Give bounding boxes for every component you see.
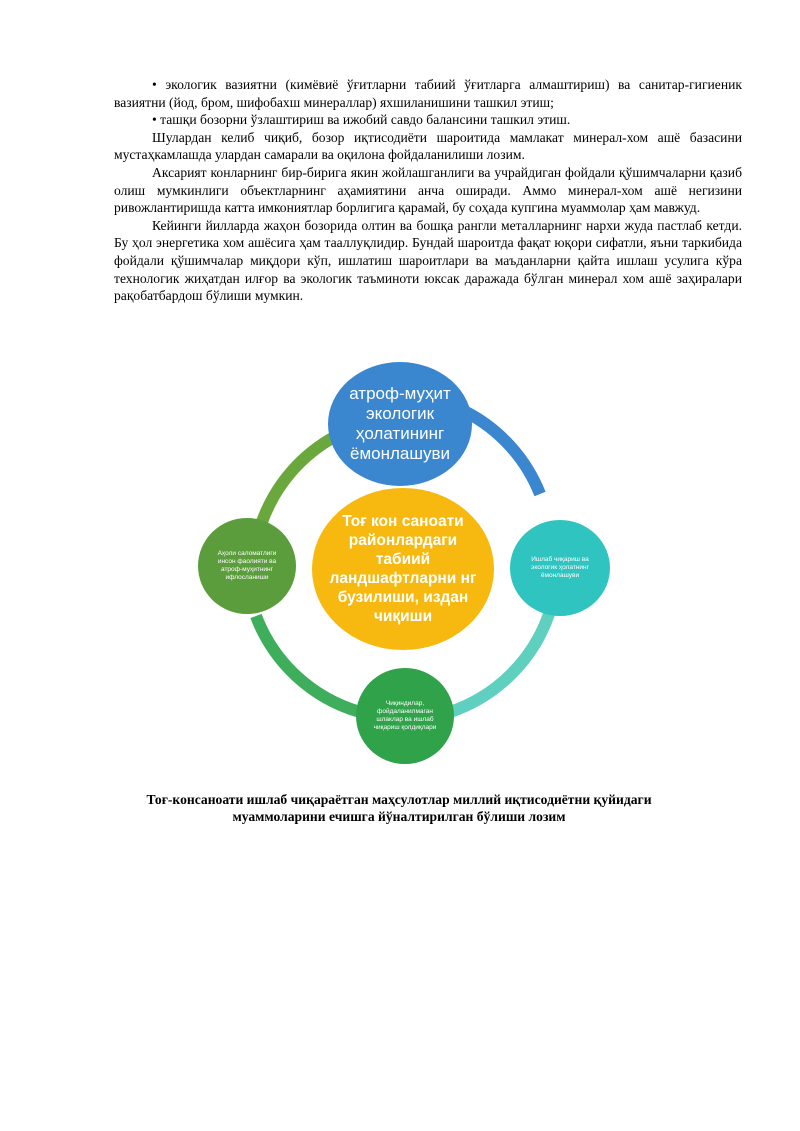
cycle-arc-right-bottom xyxy=(450,614,549,712)
cycle-arc-left-top xyxy=(262,436,336,522)
paragraph: • ташқи бозорни ўзлаштириш ва ижобий савдо балансини ташкил этиш. xyxy=(152,112,571,128)
diagram-node-center: Тоғ кон саноати районлардаги табиий ландшафтларни нг бузилиши, издан чиқиши xyxy=(312,488,494,650)
diagram-node-bottom: Чиқиндилар, фойдаланилмаган шлаклар ва ишлаб чиқариш қолдиқлари xyxy=(356,668,454,764)
paragraph: Кейинги йилларда жаҳон бозорида олтин ва бошқа рангли металларнинг нархи жуда пастлаб кетди. Бу ҳол энергетика хом ашёсига ҳам тааллуқлидир. Бундай шароитда фақат юқори сифатли, яъни таркибида фойдали қўшимчалар миқдори кўп, ишлатиш шароитлари ва маъданларни қайта ишлаш усулига кўра технологик жиҳатдан илғор ва экологик таъминоти юксак даражада бўлган минерал хом ашё заҳиралари рақобатбардош бўлиши мумкин. xyxy=(114,217,742,304)
diagram-node-right: Ишлаб чиқариш ва экологик ҳолатнинг ёмонлашуви xyxy=(510,520,610,616)
paragraph: Аксарият конларнинг бир-бирига якин жойлашганлиги ва учрайдиган фойдали қўшимчаларни қазиб олиш мумкинлиги объектларнинг аҳамиятини анча оширади. Аммо минерал-хом ашё негизини ривожлантиришда катта имкониятлар борлигига қарамай, бу соҳада купгина муаммолар ҳам мавжуд. xyxy=(114,164,742,216)
figure-caption: Тоғ-консаноати ишлаб чиқараётган маҳсулотлар миллий иқтисодиётни қуйидаги муаммоларини ечишга йўналтирилган бўлиши лозим xyxy=(146,792,652,824)
diagram-node-left: Аҳоли саломатлиги инсон фаолияти ва атроф-муҳитнинг ифлосланиши xyxy=(198,518,296,614)
paragraph: • экологик вазиятни (кимёвиё ўғитларни табиий ўғитларга алмаштириш) ва санитар-гигиеник вазиятни (йод, бром, шифобахш минераллар) яхшиланишини ташкил этиш; xyxy=(114,77,742,110)
diagram-node-top: атроф-муҳит экологик ҳолатининг ёмонлашуви xyxy=(328,362,472,486)
paragraph: Шулардан келиб чиқиб, бозор иқтисодиёти шароитида мамлакат минерал-хом ашё базасини мустаҳкамлашда улардан самарали ва оқилона фойдаланилиши лозим. xyxy=(114,129,742,163)
cycle-arc-top-right xyxy=(466,412,540,494)
